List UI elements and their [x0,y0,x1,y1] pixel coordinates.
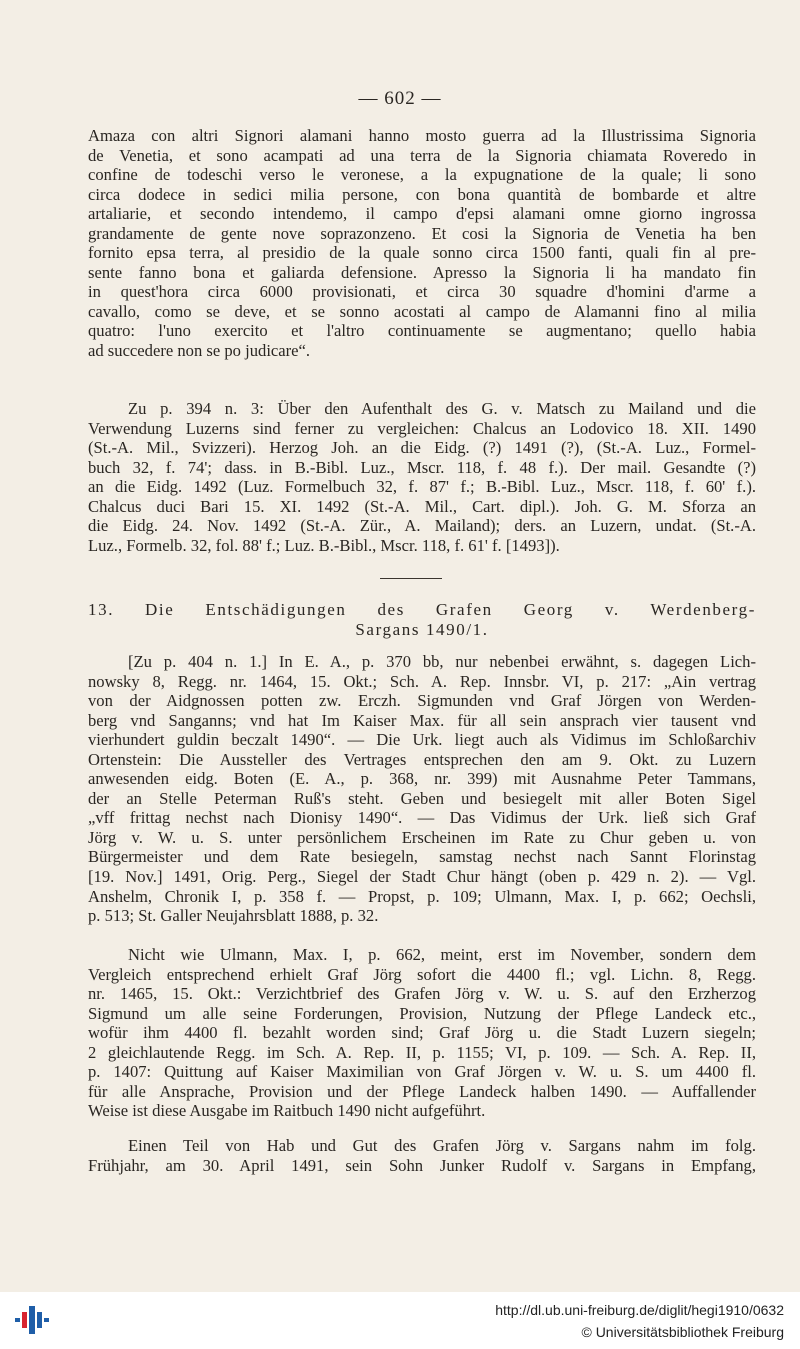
text-line: quatro: l'uno exercito et l'altro continuamente se augmentano; quello habia [88,321,756,341]
copyright-text: © Universitätsbibliothek Freiburg [581,1324,784,1340]
page-number: — 602 — [358,88,442,109]
text-line: de Venetia, et sono acampati ad una terra de la Signoria chiamata Roveredo in [88,145,756,165]
text-line: sente fanno bona et galiarda defensione. Apresso la Signoria li ha mandato fin [88,262,756,282]
text-line: Nicht wie Ulmann, Max. I, p. 662, meint, erst im November, sondern dem [128,945,756,964]
text-line: Vergleich entsprechend erhielt Graf Jörg sofort die 4400 fl.; vgl. Lichn. 8, Regg. [88,964,756,984]
text-line: p. 1407: Quittung auf Kaiser Maximilian von Graf Jörgen v. W. u. S. um 4400 fl. [88,1062,756,1082]
text-line: [19. Nov.] 1491, Orig. Perg., Siegel der Stadt Chur hängt (oben p. 429 n. 2). — Vgl. [88,867,756,887]
text-line: der an Stelle Peterman Ruß's steht. Geben und besiegelt mit aller Boten Sigel [88,788,756,808]
text-line: an die Eidg. 1492 (Luz. Formelbuch 32, f. 87' f.; B.-Bibl. Luz., Mscr. 118, f. 60' f.). [88,477,756,497]
text-line: [Zu p. 404 n. 1.] In E. A., p. 370 bb, nur nebenbei erwähnt, s. dagegen Lich- [128,652,756,671]
text-line: von der Aidgnossen potten zw. Erczh. Sigmunden vnd Graf Jörgen von Werden- [88,691,756,711]
section-divider [380,578,442,579]
paragraph-ulmann [88,945,756,1121]
text-line: p. 513; St. Galler Neujahrsblatt 1888, p. 32. [88,906,379,926]
text-line: circa dodece in sedici milia persone, con bona quantità de bombarde et altre [88,184,756,204]
text-line: Amaza con altri Signori alamani hanno mosto guerra ad la Illustrissima Signoria [88,126,756,145]
text-line: Zu p. 394 n. 3: Über den Aufenthalt des G. v. Matsch zu Mailand und die [128,399,756,418]
text-line: nr. 1465, 15. Okt.: Verzichtbrief des Grafen Jörg v. W. u. S. auf den Erzherzog [88,984,756,1004]
text-line: Ortenstein: Die Aussteller des Vertrages entsprechen den am 9. Okt. zu Luzern [88,749,756,769]
text-line: Sargans 1490/1. [355,619,489,639]
ub-freiburg-logo-icon [12,1300,52,1340]
viewer-footer [0,1292,800,1349]
text-line: Weise ist diese Ausgabe im Raitbuch 1490 nicht aufgeführt. [88,1101,486,1121]
paragraph-teil [88,1136,756,1175]
text-line: ad succedere non se po judicare“. [88,341,311,361]
section-heading [88,600,756,639]
text-line: 2 gleichlautende Regg. im Sch. A. Rep. II, p. 1155; VI, p. 109. — Sch. A. Rep. II, [88,1042,756,1062]
text-line: Frühjahr, am 30. April 1491, sein Sohn Junker Rudolf v. Sargans in Empfang, [88,1155,756,1175]
text-line: berg vnd Sanganns; vnd hat Im Kaiser Max. für all sein ansprach vier tausent vnd [88,710,756,730]
text-line: Bürgermeister und dem Rate besiegeln, samstag nechst nach Sannt Florinstag [88,847,756,867]
paragraph-note-394 [88,399,756,555]
text-line: für alle Ansprache, Provision und der Pflege Landeck halben 1490. — Auffallender [88,1081,756,1101]
paragraph-note-404 [88,652,756,926]
text-line: die Eidg. 24. Nov. 1492 (St.-A. Zür., A. Mailand); ders. an Luzern, undat. (St.-A. [88,516,756,536]
text-line: Jörg v. W. u. S. unter persönlichem Erscheinen im Rate zu Chur geben u. von [88,827,756,847]
text-line: cavallo, como se deve, et se sonno acostati al campo de Alamanni fino al milia [88,301,756,321]
text-line: buch 32, f. 74'; dass. in B.-Bibl. Luz., Mscr. 118, f. 48 f.). Der mail. Gesandte (?) [88,457,756,477]
text-line: Anshelm, Chronik I, p. 358 f. — Propst, p. 109; Ulmann, Max. I, p. 662; Oechsli, [88,886,756,906]
text-line: (St.-A. Mil., Svizzeri). Herzog Joh. an die Eidg. (?) 1491 (?), (St.-A. Luz., Formel- [88,438,756,458]
text-line: fornito epsa terra, al presidio de la quale sonno circa 1500 fanti, quali fin al pre- [88,243,756,263]
text-line: „vff frittag nechst nach Dionisy 1490“. — Das Vidimus der Urk. ließ sich Graf [88,808,756,828]
text-line: nowsky 8, Regg. nr. 1464, 15. Okt.; Sch. A. Rep. Innsbr. VI, p. 217: „Ain vertrag [88,671,756,691]
text-line: Einen Teil von Hab und Gut des Grafen Jörg v. Sargans nahm im folg. [128,1136,756,1155]
text-line: in quest'hora circa 6000 provisionati, et circa 30 squadre d'homini d'arme a [88,282,756,302]
text-line: grandamente de gente nove soprazonzeno. Et cosi la Signoria de Venetia ha ben [88,223,756,243]
text-line: confine de todeschi verso le veronese, a la expugnatione de la quale; li sono [88,165,756,185]
text-line: Luz., Formelb. 32, fol. 88' f.; Luz. B.-Bibl., Mscr. 118, f. 61' f. [1493]). [88,535,560,555]
text-line: 13. Die Entschädigungen des Grafen Georg v. Werdenberg- [88,600,756,619]
text-line: Verwendung Luzerns sind ferner zu vergleichen: Chalcus an Lodovico 18. XII. 1490 [88,418,756,438]
paragraph-italian-quote [88,126,756,361]
text-line: Chalcus duci Bari 15. XI. 1492 (St.-A. Mil., Cart. dipl.). Joh. G. M. Sforza an [88,496,756,516]
text-line: artaliarie, et secondo intendemo, il campo d'epsi alamani omne giorno ingrossa [88,204,756,224]
text-line: Sigmund um alle seine Forderungen, Provision, Nutzung der Pflege Landeck etc., [88,1003,756,1023]
text-line: wofür ihm 4400 fl. bezahlt worden sind; Graf Jörg u. die Stadt Luzern siegeln; [88,1023,756,1043]
text-line: anwesenden eidg. Boten (E. A., p. 368, nr. 399) mit Ausnahme Peter Tammans, [88,769,756,789]
text-line: vierhundert guldin beczalt 1490“. — Die Urk. liegt auch als Vidimus im Schloßarchiv [88,730,756,750]
source-url-link[interactable]: http://dl.ub.uni-freiburg.de/diglit/hegi1910/0632 [495,1302,784,1318]
